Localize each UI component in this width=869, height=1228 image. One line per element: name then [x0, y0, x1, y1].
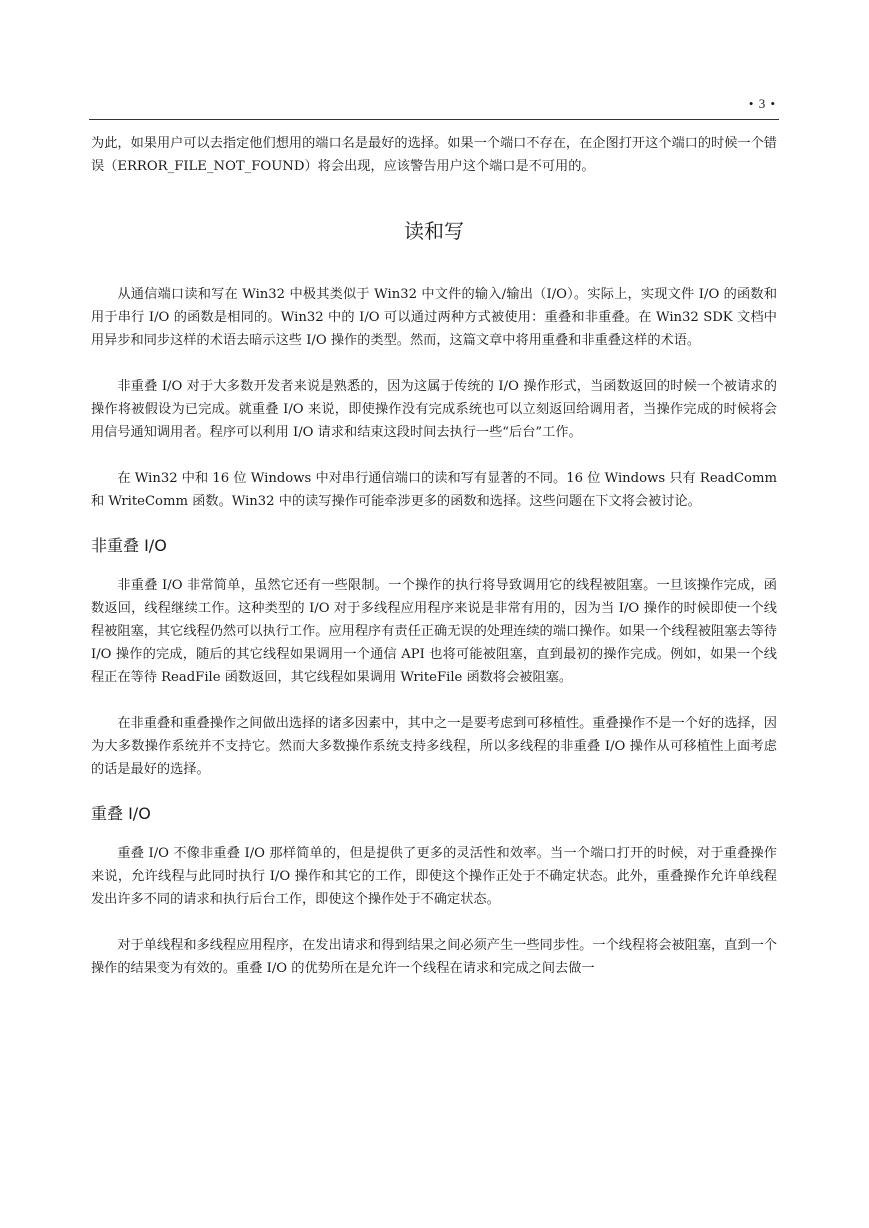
body-paragraph: 非重叠 I/O 对于大多数开发者来说是熟悉的，因为这属于传统的 I/O 操作形式，当函数返回的时候一个被请求的操作将被假设为已完成。就重叠 I/O 来说，即使操作没有完成系统也可以立刻返回给调用者，当操作完成的时候将会用信号通知调用者。程序可以利用 I/O 请求和结束这段时间去执行一些“后台”工作。 [91, 379, 777, 440]
page-body [91, 132, 777, 980]
header-rule [89, 119, 779, 120]
subsection-title-overlapped: 重叠 I/O [91, 804, 151, 823]
body-paragraph: 在非重叠和重叠操作之间做出选择的诸多因素中，其中之一是要考虑到可移植性。重叠操作不是一个好的选择，因为大多数操作系统并不支持它。然而大多数操作系统支持多线程，所以多线程的非重叠 I/O 操作从可移植性上面考虑的话是最好的选择。 [91, 716, 777, 777]
page-number: • 3 • [748, 96, 776, 111]
section-title: 读和写 [404, 219, 464, 243]
body-paragraph: 非重叠 I/O 非常简单，虽然它还有一些限制。一个操作的执行将导致调用它的线程被阻塞。一旦该操作完成，函数返回，线程继续工作。这种类型的 I/O 对于多线程应用程序来说是非常有用的，因为当 I/O 操作的时候即使一个线程被阻塞，其它线程仍然可以执行工作。应用程序有责任正确无误的处理连续的端口操作。如果一个线程被阻塞去等待 I/O 操作的完成，随后的其它线程如果调用一个通信 API 也将可能被阻塞，直到最初的操作完成。例如，如果一个线程正在等待 ReadFile 函数返回，其它线程如果调用 WriteFile 函数将会被阻塞。 [91, 578, 777, 685]
intro-paragraph: 为此，如果用户可以去指定他们想用的端口名是最好的选择。如果一个端口不存在，在企图打开这个端口的时候一个错误（ERROR_FILE_NOT_FOUND）将会出现，应该警告用户这个端口是不可用的。 [91, 136, 777, 174]
body-paragraph: 从通信端口读和写在 Win32 中极其类似于 Win32 中文件的输入/输出（I/O）。实际上，实现文件 I/O 的函数和用于串行 I/O 的函数是相同的。Win32 中的 I/O 可以通过两种方式被使用：重叠和非重叠。在 Win32 SDK 文档中用异步和同步这样的术语去暗示这些 I/O 操作的类型。然而，这篇文章中将用重叠和非重叠这样的术语。 [91, 287, 777, 348]
body-paragraph: 对于单线程和多线程应用程序，在发出请求和得到结果之间必须产生一些同步性。一个线程将会被阻塞，直到一个操作的结果变为有效的。重叠 I/O 的优势所在是允许一个线程在请求和完成之间去做一 [91, 938, 777, 976]
body-paragraph: 重叠 I/O 不像非重叠 I/O 那样简单的，但是提供了更多的灵活性和效率。当一个端口打开的时候，对于重叠操作来说，允许线程与此同时执行 I/O 操作和其它的工作，即使这个操作正处于不确定状态。此外，重叠操作允许单线程发出许多不同的请求和执行后台工作，即使这个操作处于不确定状态。 [91, 846, 777, 907]
body-paragraph: 在 Win32 中和 16 位 Windows 中对串行通信端口的读和写有显著的不同。16 位 Windows 只有 ReadComm 和 WriteComm 函数。Win32 中的读写操作可能牵涉更多的函数和选择。这些问题在下文将会被讨论。 [91, 471, 777, 509]
subsection-title-nonoverlapped: 非重叠 I/O [91, 536, 167, 555]
